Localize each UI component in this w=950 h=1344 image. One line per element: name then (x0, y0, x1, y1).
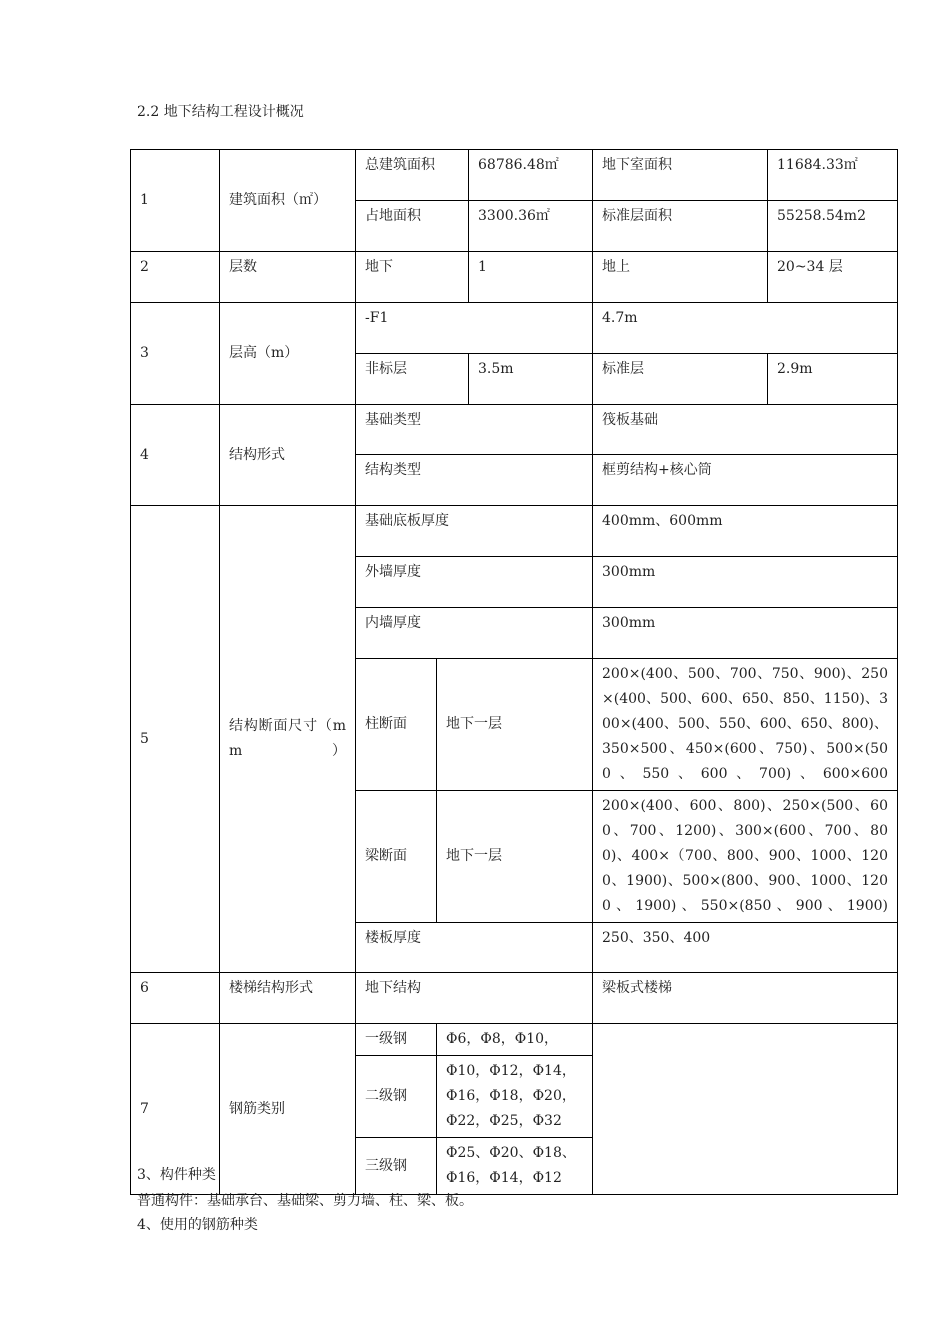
cell-label: 地上 (593, 252, 768, 303)
cell-label: 三级钢 (356, 1138, 437, 1195)
item-name: 建筑面积（㎡） (220, 150, 356, 252)
item-name: 层高（m） (220, 303, 356, 405)
cell-label: 标准层 (593, 354, 768, 405)
cell-label: 地下结构 (356, 973, 593, 1024)
cell-label: 梁断面 (356, 791, 437, 923)
item-name: 结构断面尺寸（mm） (220, 506, 356, 973)
cell-value: 200×(400、600、800)、250×(500、600、700、1200)、300×(600、700、800)、400×（700、800、900、1000、1200、1900)、500×(800、900、1000、1200、1900)、550×(850、900、1900) (593, 791, 898, 923)
cell-label: 楼板厚度 (356, 923, 593, 973)
cell-label: -F1 (356, 303, 593, 354)
row-number: 6 (131, 973, 220, 1024)
item-name: 楼梯结构形式 (220, 973, 356, 1024)
row-number: 1 (131, 150, 220, 252)
cell-label: 柱断面 (356, 659, 437, 791)
footer-line: 4、使用的钢筋种类 (137, 1217, 258, 1233)
cell-value: 2.9m (768, 354, 898, 405)
row-number: 3 (131, 303, 220, 405)
cell-label: 非标层 (356, 354, 469, 405)
cell-value: 68786.48㎡ (469, 150, 593, 201)
cell-value: 3300.36㎡ (469, 201, 593, 252)
cell-level: 地下一层 (437, 791, 593, 923)
cell-value: 4.7m (593, 303, 898, 354)
cell-label: 基础类型 (356, 405, 593, 455)
row-number: 4 (131, 405, 220, 506)
design-overview-table (130, 149, 898, 1195)
cell-value: 20~34 层 (768, 252, 898, 303)
item-name: 钢筋类别 (220, 1024, 356, 1195)
cell-value: 1 (469, 252, 593, 303)
cell-label: 地下 (356, 252, 469, 303)
cell-value: Φ25、Φ20、Φ18、Φ16，Φ14，Φ12 (437, 1138, 593, 1195)
footer-line: 3、构件种类 (137, 1167, 216, 1183)
cell-value: Φ10，Φ12，Φ14，Φ16，Φ18，Φ20，Φ22，Φ25，Φ32 (437, 1056, 593, 1138)
row-number: 7 (131, 1024, 220, 1195)
empty-cell (593, 1024, 898, 1195)
cell-value: 55258.54m2 (768, 201, 898, 252)
cell-value: 3.5m (469, 354, 593, 405)
cell-value: 筏板基础 (593, 405, 898, 455)
row-number: 5 (131, 506, 220, 973)
cell-value: 250、350、400 (593, 923, 898, 973)
cell-level: 地下一层 (437, 659, 593, 791)
cell-value: 11684.33㎡ (768, 150, 898, 201)
cell-value: 300mm (593, 608, 898, 659)
item-name: 结构形式 (220, 405, 356, 506)
cell-value: Φ6，Φ8，Φ10， (437, 1024, 593, 1056)
cell-label: 结构类型 (356, 455, 593, 506)
cell-value: 400mm、600mm (593, 506, 898, 557)
cell-value: 200×(400、500、700、750、900)、250×(400、500、600、650、850、1150)、300×(400、500、550、600、650、800)、350×500、450×(600、750)、500×(500、550、600、700)、600×600 (593, 659, 898, 791)
cell-label: 基础底板厚度 (356, 506, 593, 557)
cell-label: 二级钢 (356, 1056, 437, 1138)
row-number: 2 (131, 252, 220, 303)
cell-label: 标准层面积 (593, 201, 768, 252)
cell-label: 一级钢 (356, 1024, 437, 1056)
cell-label: 占地面积 (356, 201, 469, 252)
cell-value: 梁板式楼梯 (593, 973, 898, 1024)
item-name: 层数 (220, 252, 356, 303)
cell-label: 总建筑面积 (356, 150, 469, 201)
cell-label: 内墙厚度 (356, 608, 593, 659)
cell-label: 外墙厚度 (356, 557, 593, 608)
cell-label: 地下室面积 (593, 150, 768, 201)
cell-value: 300mm (593, 557, 898, 608)
cell-value: 框剪结构+核心筒 (593, 455, 898, 506)
footer-line: 普通构件：基础承台、基础梁、剪力墙、柱、梁、板。 (137, 1193, 473, 1209)
section-heading: 2.2 地下结构工程设计概况 (137, 104, 304, 120)
